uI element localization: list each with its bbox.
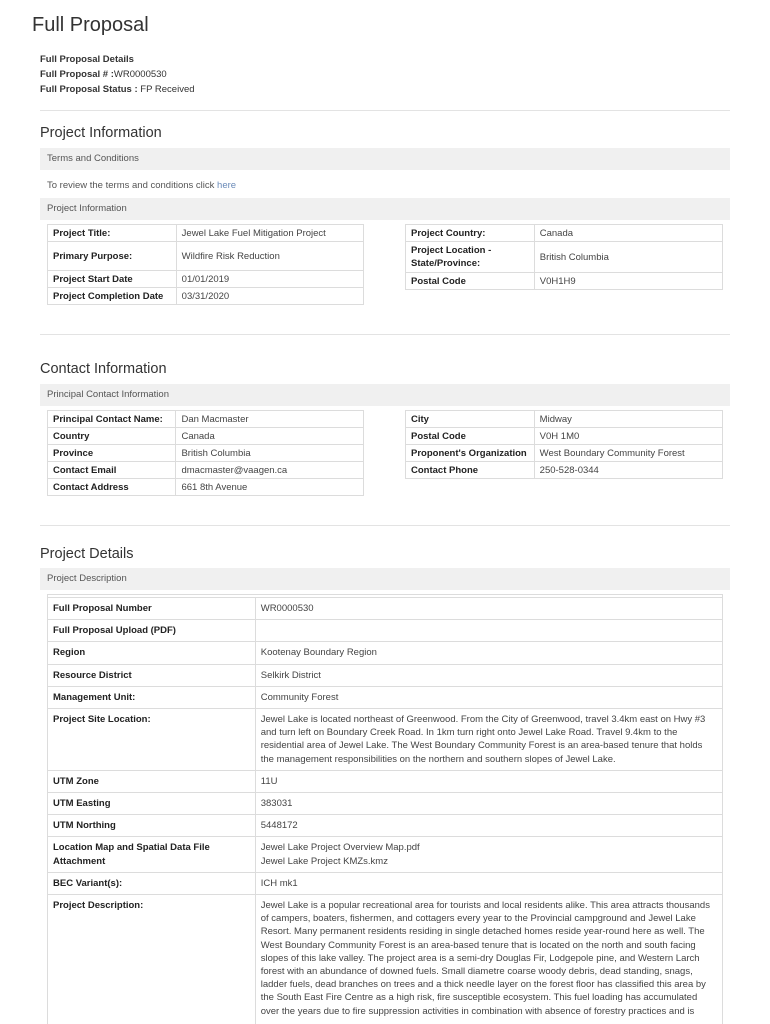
field-label: Management Unit: (48, 686, 256, 708)
contact-subheader: Principal Contact Information (40, 384, 730, 406)
field-label: Project Start Date (48, 271, 177, 288)
field-value: WR0000530 (255, 598, 722, 620)
table-row (48, 428, 364, 445)
field-label: UTM Northing (48, 815, 256, 837)
field-value: Dan Macmaster (176, 411, 364, 428)
attachment-list[interactable]: Jewel Lake Project Overview Map.pdf Jewel Lake Project KMZs.kmz (255, 837, 722, 872)
table-row (406, 445, 723, 462)
field-value: West Boundary Community Forest (534, 445, 722, 462)
field-label: UTM Zone (48, 770, 256, 792)
field-value: 383031 (255, 793, 722, 815)
field-label: Proponent's Organization (406, 445, 535, 462)
table-row (48, 445, 364, 462)
table-row (406, 242, 723, 273)
field-label: Contact Address (48, 479, 176, 496)
table-row (48, 479, 364, 496)
field-label: BEC Variant(s): (48, 872, 256, 894)
table-row (48, 462, 364, 479)
field-value: British Columbia (176, 445, 364, 462)
field-label: Full Proposal Upload (PDF) (48, 620, 256, 642)
field-value: V0H 1M0 (534, 428, 722, 445)
field-value: 03/31/2020 (176, 288, 363, 305)
field-label: Project Title: (48, 225, 177, 242)
table-row (406, 462, 723, 479)
field-label: Contact Email (48, 462, 176, 479)
table-row (48, 815, 723, 837)
table-row (48, 793, 723, 815)
table-row (48, 620, 723, 642)
table-row (406, 225, 723, 242)
field-label: Province (48, 445, 176, 462)
section-title-contact-information: Contact Information (40, 361, 167, 377)
field-value: Jewel Lake is a popular recreational area for tourists and local residents alike. This area attracts thousands of campers, boaters, fishermen, and cottagers every year to the Provincial campground and Jewel Lake Resort. Many permanent residents residing in single detached homes reside year-round here as well. The West Boundary Community Forest is an area-based tenure that is located on the north and south facing slopes of this lake valley. The project area is a semi-dry Douglas Fir, Lodgepole pine, and Western Larch forest with an abundance of downed fuels. Small diametre coarse woody debris, dead standing, snags, ladder fuels, dead branches on trees and a thick needle layer on the forest floor has classified this area by the South East Fire Centre as a high risk, fire susceptible ecosystem. This fuel loading has accumulated over the years due to fire suppression activities in combination with absence of forestry practices and is (255, 895, 722, 1024)
field-label: UTM Easting (48, 793, 256, 815)
terms-text: To review the terms and conditions click here (47, 180, 237, 191)
table-row (48, 288, 364, 305)
field-value: Canada (176, 428, 364, 445)
field-value: V0H1H9 (534, 273, 722, 290)
field-label: Contact Phone (406, 462, 535, 479)
table-row (48, 837, 723, 872)
field-label: Postal Code (406, 273, 535, 290)
contact-right-table (405, 410, 723, 479)
table-row (406, 411, 723, 428)
table-row (48, 242, 364, 271)
terms-link[interactable]: here (217, 180, 237, 191)
table-row (48, 598, 723, 620)
field-label: Project Site Location: (48, 709, 256, 771)
field-value: Midway (534, 411, 722, 428)
details-heading: Full Proposal Details (40, 54, 134, 65)
field-label: Resource District (48, 664, 256, 686)
table-row (48, 770, 723, 792)
field-value: Community Forest (255, 686, 722, 708)
table-row (48, 271, 364, 288)
field-label: Primary Purpose: (48, 242, 177, 271)
field-label: Project Completion Date (48, 288, 177, 305)
field-value: Selkirk District (255, 664, 722, 686)
field-label: Project Country: (406, 225, 535, 242)
page-title: Full Proposal (32, 14, 149, 36)
field-value: 661 8th Avenue (176, 479, 364, 496)
proposal-meta (40, 52, 195, 97)
project-info-subheader: Project Information (40, 198, 730, 220)
project-details-table (47, 597, 723, 1024)
field-label: Project Location - State/Province: (406, 242, 535, 273)
table-row (48, 411, 364, 428)
table-row (48, 872, 723, 894)
table-row (48, 664, 723, 686)
divider (40, 525, 730, 526)
table-row (406, 273, 723, 290)
terms-subheader: Terms and Conditions (40, 148, 730, 170)
field-value: Jewel Lake Fuel Mitigation Project (176, 225, 363, 242)
field-label: Region (48, 642, 256, 664)
proposal-status: Full Proposal Status : FP Received (40, 84, 195, 95)
field-value: Kootenay Boundary Region (255, 642, 722, 664)
divider (40, 334, 730, 335)
field-value: Canada (534, 225, 722, 242)
table-row (48, 895, 723, 1024)
field-value: British Columbia (534, 242, 722, 273)
contact-left-table (47, 410, 364, 496)
field-label: Location Map and Spatial Data File Attachment (48, 837, 256, 872)
section-title-project-information: Project Information (40, 125, 162, 141)
field-label: Project Description: (48, 895, 256, 1024)
contact-email: dmacmaster@vaagen.ca (176, 462, 364, 479)
field-value: 01/01/2019 (176, 271, 363, 288)
field-label: Country (48, 428, 176, 445)
table-row (406, 428, 723, 445)
field-value: ICH mk1 (255, 872, 722, 894)
field-label: Full Proposal Number (48, 598, 256, 620)
field-label: Principal Contact Name: (48, 411, 176, 428)
field-label: Postal Code (406, 428, 535, 445)
contact-phone: 250-528-0344 (534, 462, 722, 479)
field-value: 5448172 (255, 815, 722, 837)
table-row (48, 642, 723, 664)
field-value: Wildfire Risk Reduction (176, 242, 363, 271)
divider (40, 110, 730, 111)
field-value: Jewel Lake is located northeast of Greenwood. From the City of Greenwood, travel 3.4km east on Hwy #3 and turn left on Boundary Creek Road. In 1km turn right onto Jewel Lake Road. Travel 9.4km to the residential area of Jewel Lake. The West Boundary Community Forest is an area-based tenure that holds the management responsibilities on the northern and southern slopes of Jewel Lake. (255, 709, 722, 771)
field-value (255, 620, 722, 642)
project-description-subheader: Project Description (40, 568, 730, 590)
field-value: 11U (255, 770, 722, 792)
table-row (48, 225, 364, 242)
table-row (48, 686, 723, 708)
project-info-left-table (47, 224, 364, 305)
field-label: City (406, 411, 535, 428)
proposal-number: Full Proposal # :WR0000530 (40, 69, 167, 80)
section-title-project-details: Project Details (40, 546, 134, 562)
table-row (48, 709, 723, 771)
project-info-right-table (405, 224, 723, 290)
